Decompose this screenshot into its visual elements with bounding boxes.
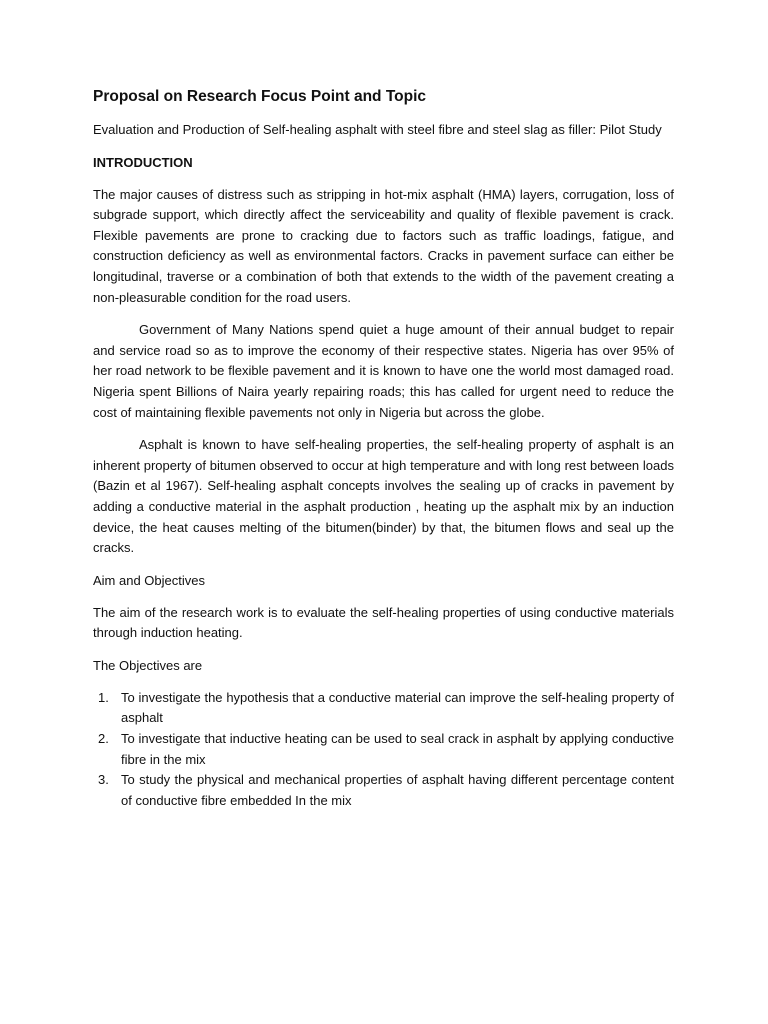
objectives-list bbox=[93, 688, 674, 812]
paragraph-2: Government of Many Nations spend quiet a huge amount of their annual budget to repair and service road so as to improve the economy of their respective states. Nigeria has over 95% of her road network to be flexible pavement and it is known to have one the world most damaged road. Nigeria spent Billions of Naira yearly repairing roads; this has called for urgent need to reduce the cost of maintaining flexible pavements not only in Nigeria but across the globe. bbox=[93, 322, 674, 420]
document-title: Proposal on Research Focus Point and Topic bbox=[93, 88, 427, 105]
list-item-number: 1. bbox=[98, 689, 109, 705]
list-item bbox=[93, 688, 674, 729]
paragraph-1: The major causes of distress such as stripping in hot-mix asphalt (HMA) layers, corrugation, loss of subgrade support, which directly affect the serviceability and quality of flexible pavement is crack. Flexible pavements are prone to cracking due to factors such as traffic loadings, fatigue, and construction deficiency as well as environmental factors. Cracks in pavement surface can either be longitudinal, traverse or a combination of both that extends to the width of the pavement creating a non-pleasurable condition for the road users. bbox=[93, 186, 674, 305]
list-item bbox=[93, 729, 674, 770]
document-subtitle: Evaluation and Production of Self-healing asphalt with steel fibre and steel slag as filler: Pilot Study bbox=[93, 122, 662, 137]
list-item-number: 3. bbox=[98, 772, 109, 788]
list-item bbox=[93, 770, 674, 811]
list-item-text: To investigate the hypothesis that a conductive material can improve the self-healing property of asphalt bbox=[121, 689, 674, 726]
objectives-heading: The Objectives are bbox=[93, 657, 203, 673]
paragraph-3: Asphalt is known to have self-healing properties, the self-healing property of asphalt is an inherent property of bitumen observed to occur at high temperature and with long rest between loads (Bazin et al 1967). Self-healing asphalt concepts involves the sealing up of cracks in pavement by adding a conductive material in the asphalt production , heating up the asphalt mix by an induction device, the heat causes melting of the bitumen(binder) by that, the bitumen flows and seal up the cracks. bbox=[93, 437, 674, 556]
list-item-number: 2. bbox=[98, 731, 109, 747]
list-item-text: To study the physical and mechanical properties of asphalt having different percentage content of conductive fibre embedded In the mix bbox=[121, 772, 674, 808]
document-page bbox=[93, 86, 674, 811]
list-item-text: To investigate that inductive heating can be used to seal crack in asphalt by applying conductive fibre in the mix bbox=[121, 731, 674, 767]
aims-heading: Aim and Objectives bbox=[93, 572, 205, 588]
introduction-heading: INTRODUCTION bbox=[93, 154, 193, 170]
aim-text: The aim of the research work is to evaluate the self-healing properties of using conductive materials through induction heating. bbox=[93, 604, 674, 641]
